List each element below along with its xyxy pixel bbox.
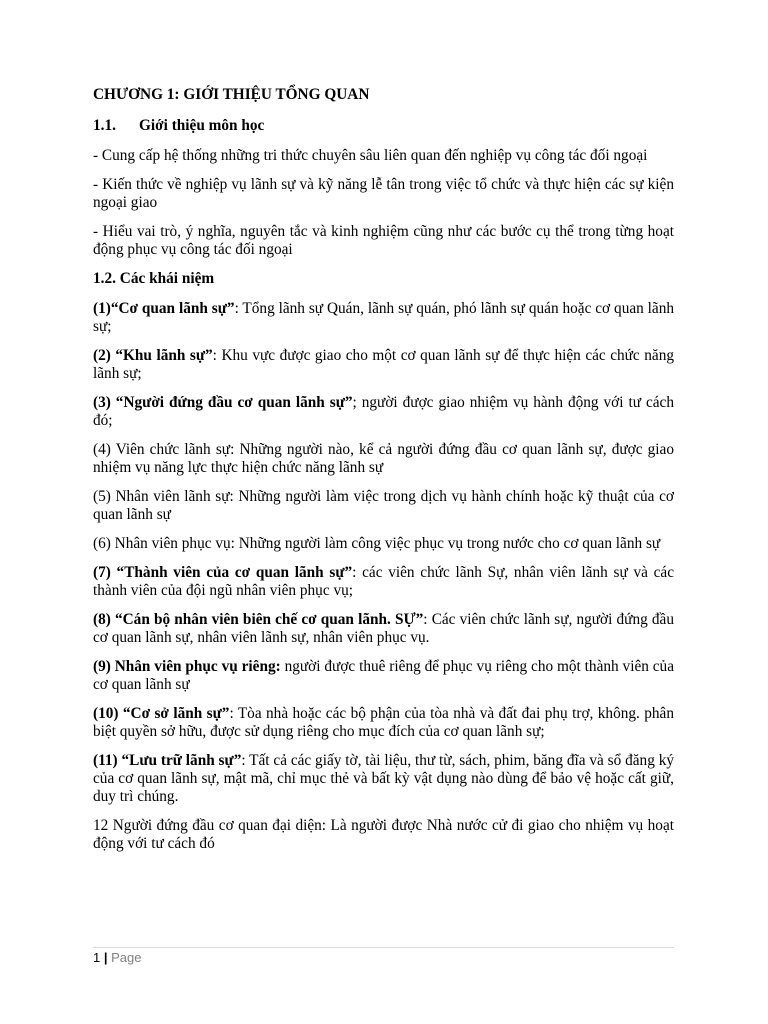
definition-text: : Tổng lãnh sự Quán, lãnh sự quán, phó lãnh sự quán hoặc cơ quan lãnh sự; (93, 300, 675, 335)
definition-3 (93, 394, 674, 430)
definition-7 (93, 564, 674, 600)
definition-term: (8) “Cán bộ nhân viên biên chế cơ quan lãnh. SỰ” (93, 611, 424, 628)
definition-9 (93, 658, 674, 694)
definition-term: (7) “Thành viên của cơ quan lãnh sự” (93, 564, 353, 581)
definition-10 (93, 705, 674, 741)
definition-text: ; người được giao nhiệm vụ hành động với tư cách đó; (93, 394, 674, 429)
section-1-1-title: Giới thiệu môn học (139, 117, 265, 134)
definition-6 (93, 535, 674, 553)
definition-text: (6) Nhân viên phục vụ: Những người làm công việc phục vụ trong nước cho cơ quan lãnh sự (93, 535, 661, 552)
definition-term: (1)“Cơ quan lãnh sự” (93, 300, 235, 317)
definition-text: : Tất cả các giấy tờ, tài liệu, thư từ, sách, phim, băng đĩa và sổ đăng ký của cơ quan lãnh sự, mật mã, chỉ mục thẻ và bất kỳ vật dụng nào dùng để bảo vệ hoặc cất giữ, duy trì chúng. (93, 752, 674, 805)
section-1-2-heading: 1.2. Các khái niệm (93, 270, 215, 287)
definition-term: (11) “Lưu trữ lãnh sự” (93, 752, 242, 769)
section-1-1-number: 1.1. (93, 117, 116, 134)
definition-5 (93, 488, 674, 524)
section-1-1-heading (93, 117, 674, 135)
definition-2 (93, 347, 674, 383)
definition-text: : Tòa nhà hoặc các bộ phận của tòa nhà và đất đai phụ trợ, không. phân biệt quyền sở hữu, được sử dụng riêng cho mục đích của cơ quan lãnh sự; (93, 705, 674, 740)
page-label: Page (111, 950, 142, 965)
page-separator: | (103, 950, 108, 965)
document-page (93, 86, 674, 864)
chapter-title: CHƯƠNG 1: GIỚI THIỆU TỔNG QUAN (93, 86, 370, 103)
definition-12 (93, 817, 674, 853)
definition-text: (4) Viên chức lãnh sự: Những người nào, kể cả người đứng đầu cơ quan lãnh sự, được giao nhiệm vụ năng lực thực hiện chức năng lãnh sự (93, 441, 674, 476)
page-number: 1 (93, 950, 101, 965)
definition-text: 12 Người đứng đầu cơ quan đại diện: Là người được Nhà nước cử đi giao cho nhiệm vụ hoạt động với tư cách đó (93, 817, 674, 852)
intro-item-1: - Cung cấp hệ thống những tri thức chuyên sâu liên quan đến nghiệp vụ công tác đối ngoại (93, 147, 648, 164)
definition-text: : Các viên chức lãnh sự, người đứng đầu cơ quan lãnh sự, nhân viên lãnh sự, nhân viên phục vụ. (93, 611, 674, 646)
definition-term: (10) “Cơ sở lãnh sự” (93, 705, 230, 722)
definition-4 (93, 441, 674, 477)
definition-1 (93, 300, 674, 336)
definition-term: (3) “Người đứng đầu cơ quan lãnh sự” (93, 394, 353, 411)
definition-text: người được thuê riêng để phục vụ riêng cho một thành viên của cơ quan lãnh sự (93, 658, 674, 693)
definition-11 (93, 752, 674, 806)
definition-text: : các viên chức lãnh Sự, nhân viên lãnh sự và các thành viên của đội ngũ nhân viên phục vụ; (93, 564, 674, 599)
definition-text: : Khu vực được giao cho một cơ quan lãnh sự để thực hiện các chức năng lãnh sự; (93, 347, 674, 382)
intro-item-3: - Hiểu vai trò, ý nghĩa, nguyên tắc và kinh nghiệm cũng như các bước cụ thể trong từng hoạt động phục vụ công tác đối ngoại (93, 223, 674, 258)
definition-term: (2) “Khu lãnh sự” (93, 347, 213, 364)
page-footer (93, 947, 674, 966)
intro-item-2: - Kiến thức về nghiệp vụ lãnh sự và kỹ năng lễ tân trong việc tổ chức và thực hiện các sự kiện ngoại giao (93, 176, 674, 211)
definition-term: (9) Nhân viên phục vụ riêng: (93, 658, 281, 675)
definition-8 (93, 611, 674, 647)
definition-text: (5) Nhân viên lãnh sự: Những người làm việc trong dịch vụ hành chính hoặc kỹ thuật của cơ quan lãnh sự (93, 488, 674, 523)
